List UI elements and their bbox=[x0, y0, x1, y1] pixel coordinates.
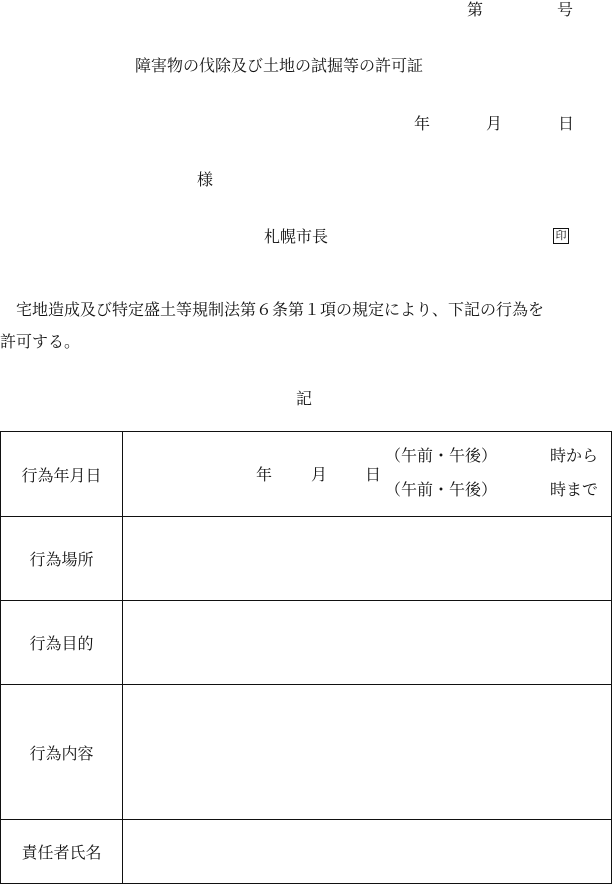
row-label-date: 行為年月日 bbox=[1, 432, 123, 517]
ampm-to: （午前・午後） bbox=[385, 480, 498, 499]
addressee-sama: 様 bbox=[197, 170, 214, 189]
body-line-2: 許可する。 bbox=[0, 332, 81, 351]
permit-body-text bbox=[0, 294, 612, 358]
row-label-purpose: 行為目的 bbox=[1, 601, 123, 685]
act-date-year: 年 bbox=[256, 465, 273, 484]
table-row-purpose bbox=[1, 601, 612, 685]
table-row-responsible bbox=[1, 820, 612, 884]
row-label-place: 行為場所 bbox=[1, 517, 123, 601]
act-date-month: 月 bbox=[311, 465, 328, 484]
table-row-date bbox=[1, 432, 612, 517]
responsible-value-cell bbox=[123, 820, 612, 884]
date-day-label: 日 bbox=[558, 114, 575, 133]
permit-details-table bbox=[0, 431, 612, 884]
table-row-place bbox=[1, 517, 612, 601]
table-row-content bbox=[1, 685, 612, 820]
number-go-label: 号 bbox=[557, 0, 574, 19]
row-label-content: 行為内容 bbox=[1, 685, 123, 820]
body-line-1: 宅地造成及び特定盛土等規制法第６条第１項の規定により、下記の行為を bbox=[16, 300, 545, 319]
ki-heading: 記 bbox=[296, 389, 313, 408]
time-from-suffix: 時から bbox=[550, 446, 599, 465]
place-value-cell bbox=[123, 517, 612, 601]
row-label-responsible: 責任者氏名 bbox=[1, 820, 123, 884]
act-date-day: 日 bbox=[365, 465, 382, 484]
content-value-cell bbox=[123, 685, 612, 820]
issuer-name: 札幌市長 bbox=[264, 227, 329, 246]
date-value-cell bbox=[123, 432, 612, 517]
time-to-suffix: 時まで bbox=[550, 480, 599, 499]
document-title: 障害物の伐除及び土地の試掘等の許可証 bbox=[135, 56, 424, 75]
date-year-label: 年 bbox=[414, 114, 431, 133]
date-month-label: 月 bbox=[486, 114, 503, 133]
number-dai-label: 第 bbox=[467, 0, 484, 19]
purpose-value-cell bbox=[123, 601, 612, 685]
seal-mark: 印 bbox=[553, 228, 569, 244]
ampm-from: （午前・午後） bbox=[385, 446, 498, 465]
